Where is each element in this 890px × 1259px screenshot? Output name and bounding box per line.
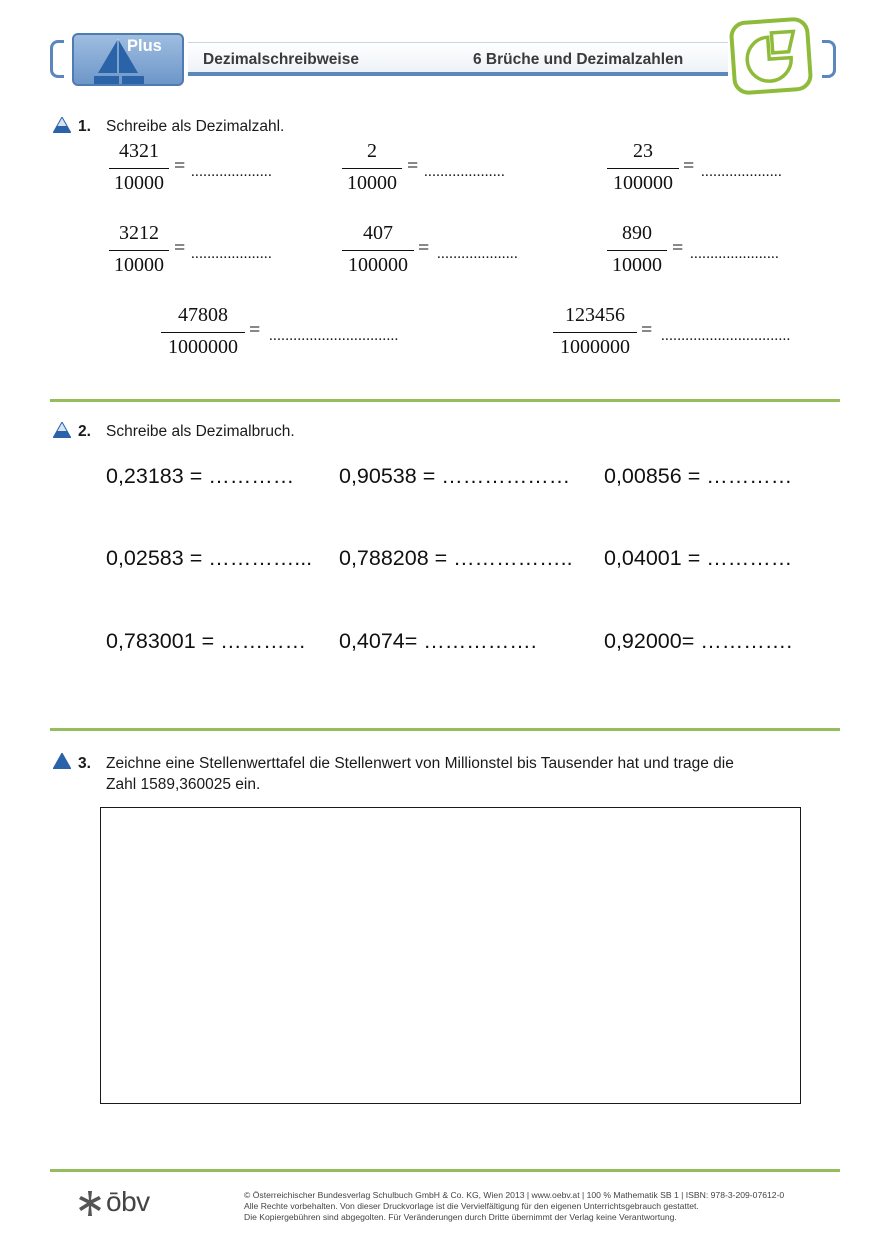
fraction-bar xyxy=(607,250,667,251)
decimal-item[interactable]: 0,23183 = ………… xyxy=(106,464,295,488)
answer-blank[interactable]: .................... xyxy=(424,164,505,180)
footer-rights: Alle Rechte vorbehalten. Von dieser Druckvorlage ist die Vervielfältigung für den eigenen Unterrichtsgebrauch gestattet. xyxy=(244,1201,699,1211)
pie-chart-icon xyxy=(733,21,809,92)
decimal-item[interactable]: 0,90538 = ……………… xyxy=(339,464,571,488)
equals-sign: = xyxy=(174,237,186,259)
exercise-1-instruction: Schreibe als Dezimalzahl. xyxy=(106,118,285,135)
fraction-numerator: 407 xyxy=(363,222,393,244)
equals-sign: = xyxy=(418,237,430,259)
equals-sign: = xyxy=(407,155,419,177)
answer-box[interactable] xyxy=(100,807,801,1104)
footer-disclaimer: Die Kopiergebühren sind abgegolten. Für Veränderungen durch Dritte übernimmt der Verlag keine Verantwortung. xyxy=(244,1212,677,1222)
answer-blank[interactable]: .................... xyxy=(701,164,782,180)
fraction-denominator: 100000 xyxy=(348,254,408,276)
exercise-2-instruction: Schreibe als Dezimalbruch. xyxy=(106,423,295,440)
footer-copyright: © Österreichischer Bundesverlag Schulbuch GmbH & Co. KG, Wien 2013 | www.oebv.at | 100 % Mathematik SB 1 | ISBN: 978-3-209-07612-0 xyxy=(244,1190,785,1200)
answer-blank[interactable]: .................... xyxy=(437,246,518,262)
answer-blank[interactable]: ...................... xyxy=(690,246,780,262)
fraction-bar xyxy=(553,332,637,333)
equals-sign: = xyxy=(174,155,186,177)
fraction-numerator: 4321 xyxy=(119,140,159,162)
fraction-bar xyxy=(161,332,245,333)
fraction-denominator: 100000 xyxy=(613,172,673,194)
fraction-denominator: 10000 xyxy=(612,254,662,276)
fraction-denominator: 10000 xyxy=(114,254,164,276)
fraction-numerator: 890 xyxy=(622,222,652,244)
section-divider xyxy=(50,728,840,731)
fraction-denominator: 1000000 xyxy=(168,336,238,358)
exercise-3-instruction-line1: Zeichne eine Stellenwerttafel die Stellenwert von Millionstel bis Tausender hat und trage die xyxy=(106,755,734,772)
answer-blank[interactable]: ................................ xyxy=(661,328,791,344)
exercise-3-instruction-line2: Zahl 1589,360025 ein. xyxy=(106,776,261,793)
decimal-item[interactable]: 0,783001 = ………… xyxy=(106,629,307,653)
equals-sign: = xyxy=(672,237,684,259)
fraction-bar xyxy=(109,250,169,251)
page-title: Dezimalschreibweise xyxy=(203,51,359,68)
equals-sign: = xyxy=(683,155,695,177)
header-bracket-left xyxy=(50,40,64,78)
fraction-denominator: 10000 xyxy=(114,172,164,194)
answer-blank[interactable]: .................... xyxy=(191,164,272,180)
answer-blank[interactable]: ................................ xyxy=(269,328,399,344)
fraction-denominator: 1000000 xyxy=(560,336,630,358)
decimal-item[interactable]: 0,00856 = ………… xyxy=(604,464,793,488)
difficulty-pyramid-icon xyxy=(53,422,71,438)
exercise-2-number: 2. xyxy=(78,423,91,440)
answer-blank[interactable]: .................... xyxy=(191,246,272,262)
fraction-bar xyxy=(342,168,402,169)
chapter-title: 6 Brüche und Dezimalzahlen xyxy=(473,51,684,68)
footer-divider xyxy=(50,1169,840,1172)
decimal-item[interactable]: 0,02583 = …………... xyxy=(106,546,313,570)
plus-logo-text: Plus xyxy=(127,37,162,55)
fraction-bar xyxy=(607,168,679,169)
fraction-bar xyxy=(109,168,169,169)
fraction-denominator: 10000 xyxy=(347,172,397,194)
fraction-numerator: 3212 xyxy=(119,222,159,244)
decimal-item[interactable]: 0,92000= …………. xyxy=(604,629,793,653)
difficulty-pyramid-icon xyxy=(53,753,71,769)
difficulty-pyramid-icon xyxy=(53,117,71,133)
exercise-3-number: 3. xyxy=(78,755,91,772)
fraction-numerator: 123456 xyxy=(565,304,625,326)
fraction-numerator: 47808 xyxy=(178,304,228,326)
decimal-item[interactable]: 0,788208 = …………….. xyxy=(339,546,573,570)
obv-logo-text: ōbv xyxy=(106,1186,150,1217)
equals-sign: = xyxy=(641,319,653,341)
exercise-1-number: 1. xyxy=(78,118,91,135)
section-divider xyxy=(50,399,840,402)
pie-chart-logo xyxy=(729,16,814,95)
decimal-item[interactable]: 0,4074= ……………. xyxy=(339,629,537,653)
fraction-numerator: 2 xyxy=(367,140,377,162)
fraction-bar xyxy=(342,250,414,251)
obv-star-icon xyxy=(75,1188,105,1220)
decimal-item[interactable]: 0,04001 = ………… xyxy=(604,546,793,570)
equals-sign: = xyxy=(249,319,261,341)
header-bracket-right xyxy=(822,40,836,78)
fraction-numerator: 23 xyxy=(633,140,653,162)
